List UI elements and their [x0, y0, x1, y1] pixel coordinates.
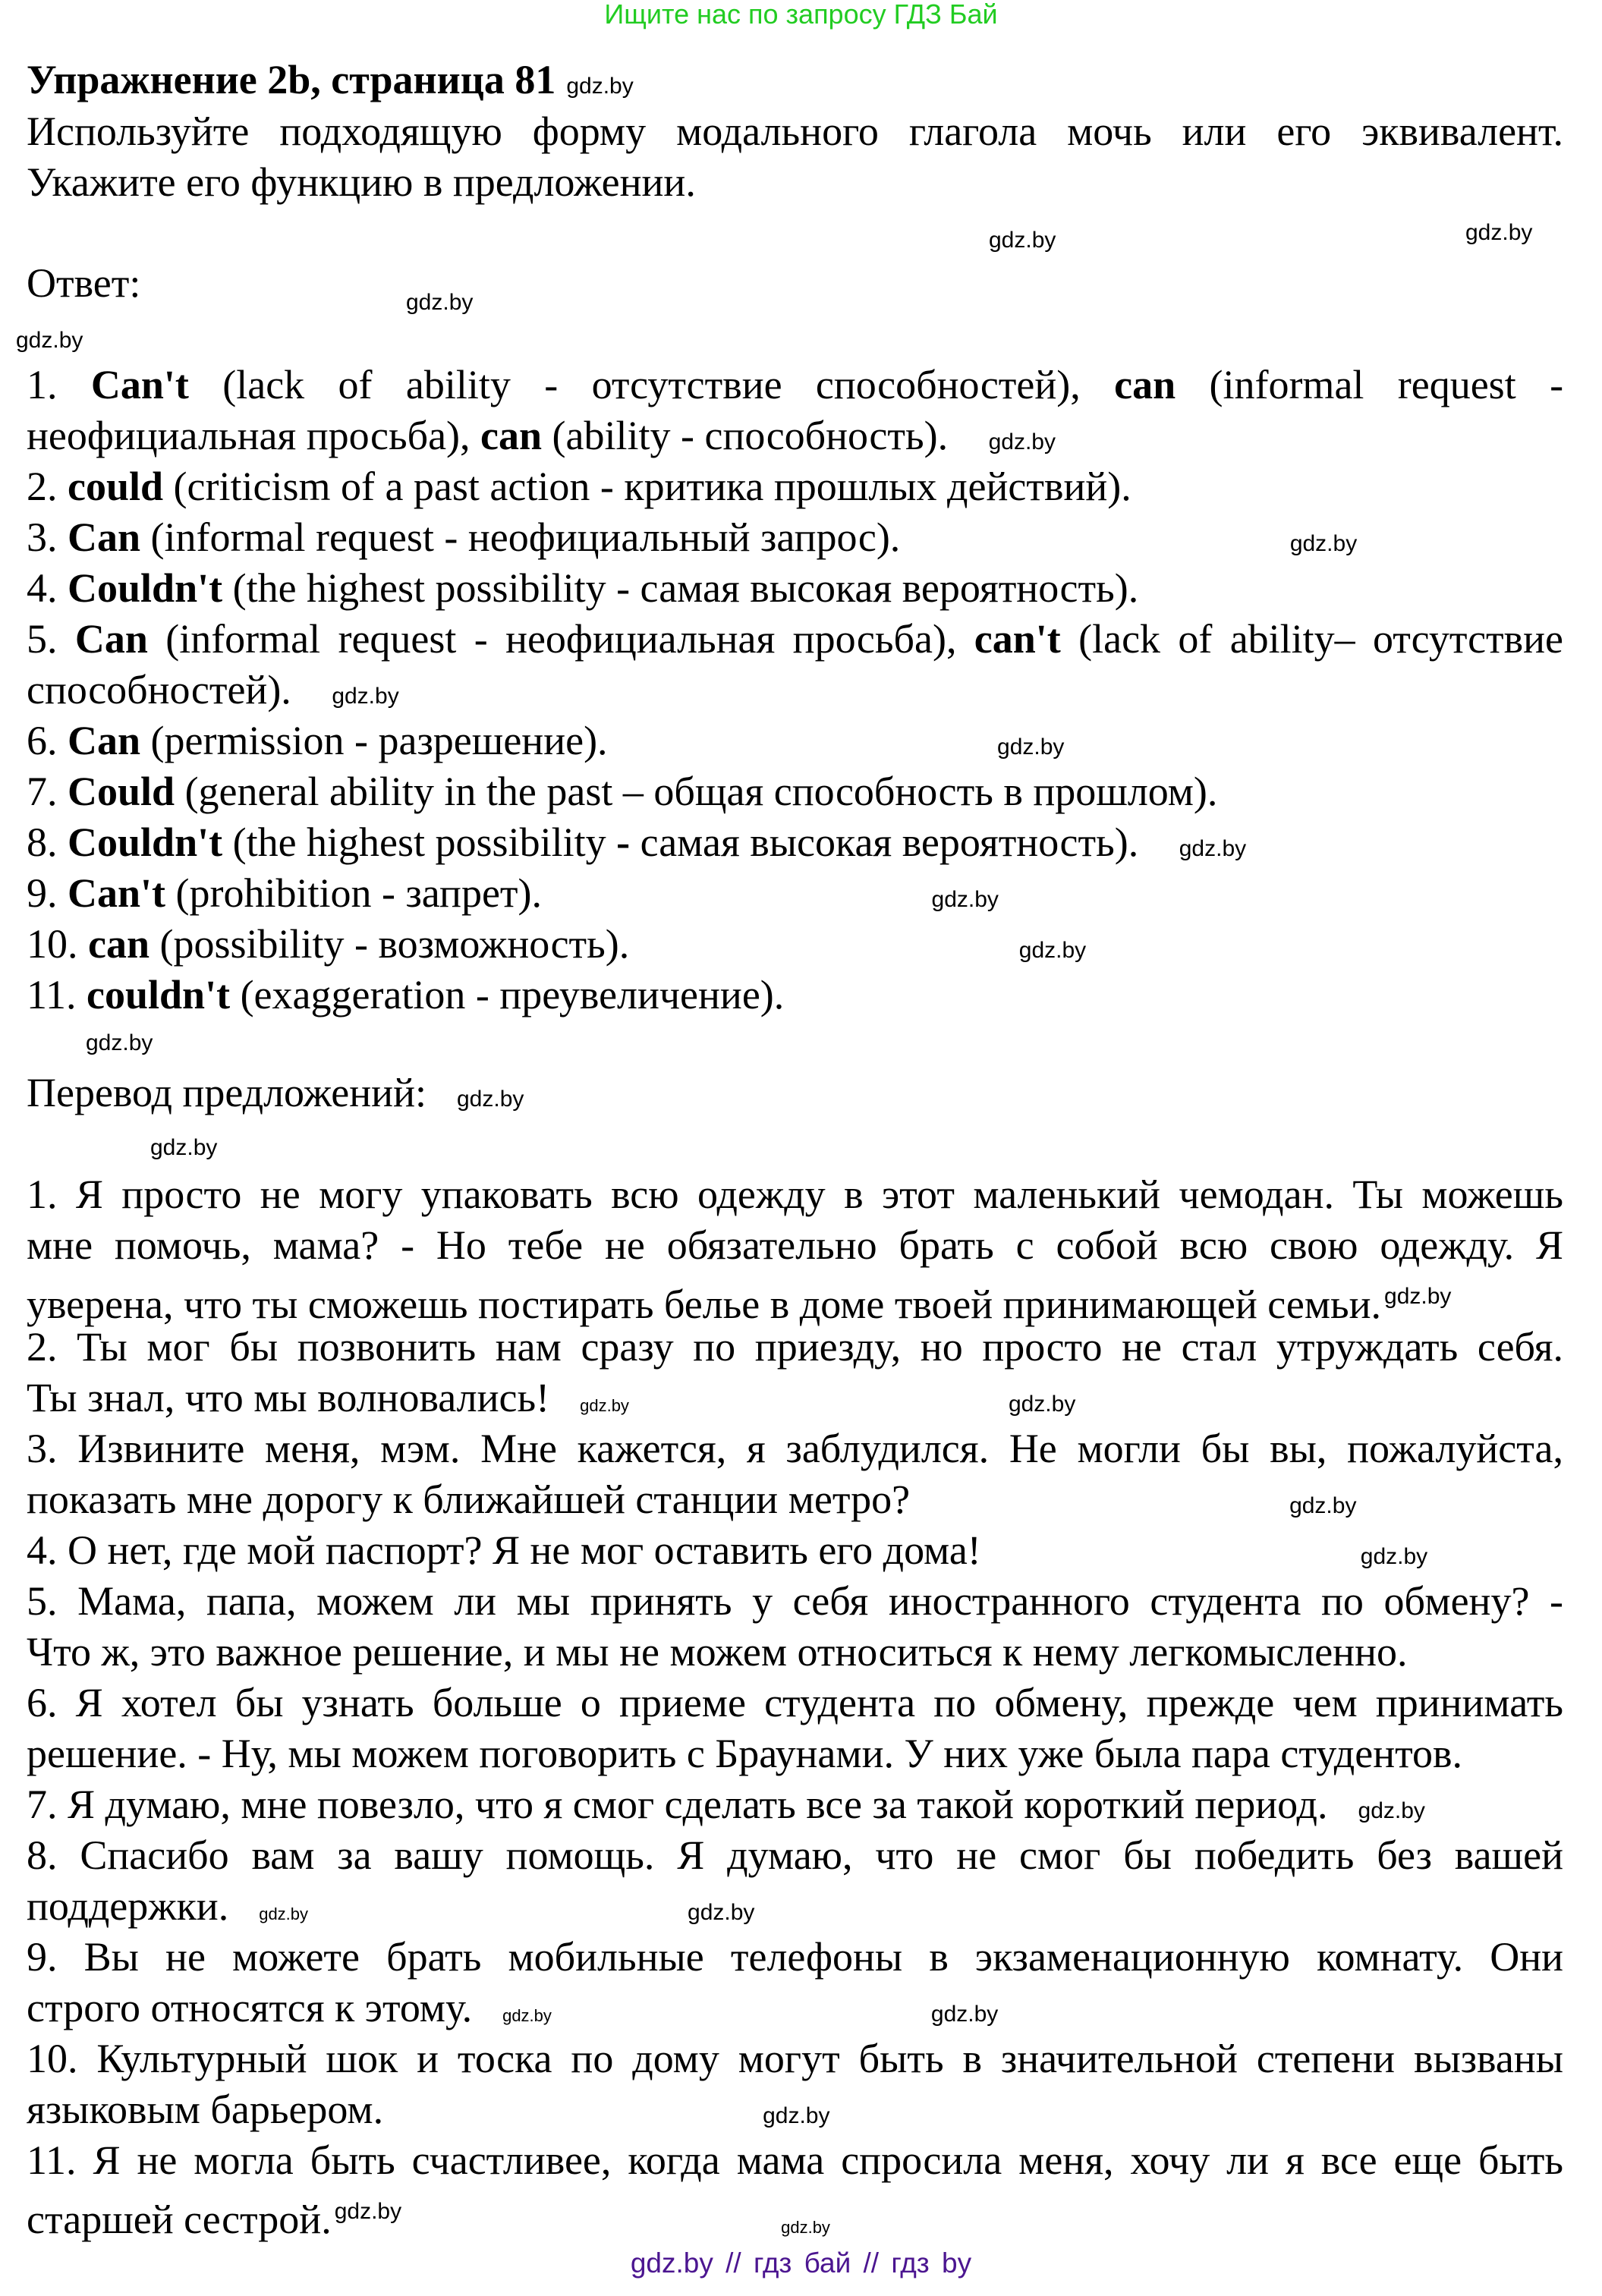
watermark: gdz.by: [1289, 531, 1358, 556]
translation-item: [27, 1678, 1563, 1779]
answer-item: [27, 970, 1563, 1021]
translation-line: [27, 1728, 1563, 1779]
translation-text: уверена, что ты сможешь постирать белье в доме твоей принимающей семьи.: [27, 1282, 1382, 1327]
answer-text: (permission - разрешение).: [150, 718, 608, 763]
modal-verb: Can: [68, 514, 141, 560]
translation-line: [27, 1983, 1563, 2033]
modal-verb: Couldn't: [68, 565, 223, 611]
answer-text: 10.: [27, 921, 88, 967]
watermark: gdz.by: [1018, 938, 1087, 963]
answer-item: [27, 716, 1563, 766]
modal-verb: Can't: [68, 870, 166, 916]
footer-links[interactable]: gdz.by // гдз бай // гдз by: [630, 2247, 972, 2279]
answer-line: [27, 970, 1563, 1021]
answer-text: (criticism of a past action - критика прошлых действий).: [173, 464, 1131, 509]
translation-text: мне помочь, мама? - Но тебе не обязательно брать с собой всю свою одежду. Я: [27, 1222, 1563, 1268]
answer-item: [27, 868, 1563, 919]
answer-item: [27, 614, 1563, 716]
answer-text: (informal request - неофициальный запрос).: [150, 514, 901, 560]
modal-verb: can: [1114, 362, 1176, 407]
answer-text: (lack of ability– отсутствие: [1078, 616, 1564, 662]
translation-text: старшей сестрой.: [27, 2197, 332, 2242]
modal-verb: could: [68, 464, 164, 509]
answer-line: [27, 716, 1563, 766]
exercise-header: [27, 55, 1563, 105]
answer-line: [27, 766, 1563, 817]
answer-label: Ответ:: [27, 260, 141, 306]
watermark: gdz.by: [332, 684, 399, 709]
answer-text: 8.: [27, 819, 68, 865]
translation-line: [27, 1627, 1563, 1678]
translation-item: [27, 1322, 1563, 1423]
watermark: gdz.by: [931, 887, 999, 912]
watermark: gdz.by: [406, 290, 474, 315]
translation-item: [27, 1423, 1563, 1525]
translation-item: [27, 1525, 1563, 1576]
answer-item: [27, 563, 1563, 614]
answer-item: [27, 360, 1563, 461]
translation-label: Перевод предложений:: [27, 1070, 426, 1115]
translation-text: 8. Спасибо вам за вашу помощь. Я думаю, что не смог бы победить без вашей: [27, 1832, 1563, 1878]
translation-item: [27, 1830, 1563, 1932]
translation-line: [27, 1169, 1563, 1220]
modal-verb: -: [616, 819, 631, 865]
watermark: gdz.by: [1179, 836, 1247, 861]
answer-text: 4.: [27, 565, 68, 611]
modal-verb: can: [88, 921, 149, 967]
modal-verb: can't: [974, 616, 1061, 662]
watermark: gdz.by: [259, 1904, 309, 1923]
translation-text: 9. Вы не можете брать мобильные телефоны в экзаменационную комнату. Они: [27, 1934, 1563, 1980]
answer-item: [27, 512, 1563, 563]
answer-line: [27, 817, 1563, 868]
translation-text: 4. О нет, где мой паспорт? Я не мог оставить его дома!: [27, 1527, 981, 1573]
title-text: Упражнение 2b, страница 81: [27, 57, 556, 102]
answer-item: [27, 919, 1563, 970]
translation-text: решение. - Ну, мы можем поговорить с Браунами. У них уже была пара студентов.: [27, 1731, 1463, 1776]
translation-item: [27, 2033, 1563, 2135]
answer-text: самая высокая вероятность).: [640, 819, 1139, 865]
translation-line: [27, 2033, 1563, 2084]
answer-text: 7.: [27, 769, 68, 814]
translation-line: [27, 1474, 1563, 1525]
translation-text: 1. Я просто не могу упаковать всю одежду в этот маленький чемодан. Ты можешь: [27, 1172, 1563, 1217]
watermark: gdz.by: [930, 2002, 999, 2027]
translation-line: [27, 2186, 1563, 2242]
answer-text: (informal request - неофициальная просьба),: [165, 616, 974, 662]
search-banner[interactable]: Ищите нас по запросу ГДЗ Бай: [604, 0, 998, 30]
answer-line: [27, 563, 1563, 614]
answer-text: 3.: [27, 514, 68, 560]
translation-item: [27, 1779, 1563, 1830]
watermark: gdz.by: [1358, 1798, 1425, 1823]
translation-line: [27, 1779, 1563, 1830]
watermark: gdz.by: [988, 429, 1056, 454]
watermark: gdz.by: [781, 2218, 830, 2237]
translation-text: языковым барьером.: [27, 2087, 384, 2132]
instruction-line: Используйте подходящую форму модального глагола мочь или его эквивалент.: [27, 109, 1563, 154]
watermark: gdz.by: [763, 2103, 830, 2128]
answer-text: 9.: [27, 870, 68, 916]
translation-text: 2. Ты мог бы позвонить нам сразу по приезду, но просто не стал утруждать себя.: [27, 1324, 1563, 1370]
page-title: [27, 55, 1563, 105]
answer-item: [27, 766, 1563, 817]
translation-text: поддержки.: [27, 1883, 229, 1929]
watermark: gdz.by: [1384, 1284, 1452, 1309]
answer-text: неофициальная просьба),: [27, 413, 481, 458]
watermark: gdz.by: [566, 74, 634, 99]
watermark: gdz.by: [580, 1396, 629, 1415]
answers-list: [27, 360, 1563, 1021]
answer-text: (informal request -: [1209, 362, 1564, 407]
translation-text: показать мне дорогу к ближайшей станции метро?: [27, 1477, 911, 1522]
answer-text: (possibility - возможность).: [159, 921, 630, 967]
translation-item: [27, 2135, 1563, 2242]
modal-verb: Can: [68, 718, 141, 763]
answer-text: способностей).: [27, 667, 291, 712]
answer-line: [27, 919, 1563, 970]
watermark: gdz.by: [989, 228, 1056, 253]
translations-list: [27, 1169, 1563, 2242]
answer-line: [27, 410, 1563, 461]
answer-item: [27, 817, 1563, 868]
modal-verb: can: [480, 413, 543, 458]
watermark: gdz.by: [688, 1900, 755, 1925]
translation-text: Что ж, это важное решение, и мы не можем относиться к нему легкомысленно.: [27, 1629, 1408, 1675]
translation-text: Ты знал, что мы волновались!: [27, 1375, 550, 1420]
answer-line: [27, 512, 1563, 563]
answer-line: [27, 360, 1563, 410]
translation-text: 5. Мама, папа, можем ли мы принять у себя иностранного студента по обмену? -: [27, 1578, 1563, 1624]
modal-verb: Can't: [90, 362, 189, 407]
watermark: gdz.by: [150, 1135, 218, 1160]
watermark: gdz.by: [16, 328, 83, 353]
modal-verb: couldn't: [87, 972, 231, 1017]
answer-text: (lack of ability - отсутствие способностей),: [222, 362, 1115, 407]
translation-line: [27, 1525, 1563, 1576]
answer-text: (the highest possibility: [232, 819, 617, 865]
translation-line: [27, 2084, 1563, 2135]
translation-line: [27, 1830, 1563, 1881]
translation-text: 7. Я думаю, мне повезло, что я смог сделать все за такой короткий период.: [27, 1782, 1328, 1827]
instruction: [27, 106, 1563, 208]
answer-heading: [27, 258, 1563, 309]
translation-line: [27, 1576, 1563, 1627]
answer-item: [27, 461, 1563, 512]
answer-text: (the highest possibility - самая высокая вероятность).: [232, 565, 1139, 611]
watermark: gdz.by: [1465, 220, 1533, 245]
answer-text: 11.: [27, 972, 87, 1017]
watermark: gdz.by: [1289, 1493, 1357, 1518]
translation-line: [27, 1678, 1563, 1728]
answer-text: (prohibition - запрет).: [175, 870, 543, 916]
translation-text: 3. Извините меня, мэм. Мне кажется, я заблудился. Не могли бы вы, пожалуйста,: [27, 1426, 1563, 1471]
answer-line: [27, 614, 1563, 665]
answer-text: 6.: [27, 718, 68, 763]
translation-text: 11. Я не могла быть счастливее, когда мама спросила меня, хочу ли я все еще быть: [27, 2137, 1563, 2183]
answer-text: (general ability in the past – общая способность в прошлом).: [184, 769, 1218, 814]
translation-text: 6. Я хотел бы узнать больше о приеме студента по обмену, прежде чем принимать: [27, 1680, 1563, 1725]
translation-item: [27, 1169, 1563, 1327]
watermark: gdz.by: [997, 734, 1065, 760]
translation-heading: [27, 1068, 1563, 1118]
watermark: gdz.by: [1008, 1392, 1076, 1417]
modal-verb: Can: [74, 616, 148, 662]
instruction-line: Укажите его функцию в предложении.: [27, 159, 696, 205]
translation-line: [27, 2135, 1563, 2186]
answer-text: 1.: [27, 362, 91, 407]
translation-item: [27, 1576, 1563, 1678]
answer-text: (ability - способность).: [552, 413, 949, 458]
watermark: gdz.by: [1360, 1544, 1428, 1569]
translation-label-line: [27, 1068, 1563, 1118]
translation-line: [27, 1271, 1563, 1327]
answer-line: [27, 665, 1563, 716]
modal-verb: Could: [68, 769, 175, 814]
translation-text: строго относятся к этому.: [27, 1985, 473, 2030]
modal-verb: Couldn't: [68, 819, 223, 865]
answer-text: 2.: [27, 464, 68, 509]
watermark: gdz.by: [86, 1030, 153, 1055]
answer-text: (exaggeration - преувеличение).: [240, 972, 785, 1017]
watermark: gdz.by: [502, 2006, 552, 2025]
watermark: gdz.by: [456, 1087, 524, 1112]
watermark: gdz.by: [334, 2199, 402, 2224]
translation-text: 10. Культурный шок и тоска по дому могут быть в значительной степени вызваны: [27, 2036, 1563, 2081]
translation-line: [27, 1220, 1563, 1271]
translation-line: [27, 1932, 1563, 1983]
answer-text: 5.: [27, 616, 75, 662]
translation-item: [27, 1932, 1563, 2033]
translation-line: [27, 1423, 1563, 1474]
translation-line: [27, 1881, 1563, 1932]
answer-line: [27, 461, 1563, 512]
answer-line: [27, 868, 1563, 919]
translation-line: [27, 1322, 1563, 1373]
translation-line: [27, 1373, 1563, 1423]
